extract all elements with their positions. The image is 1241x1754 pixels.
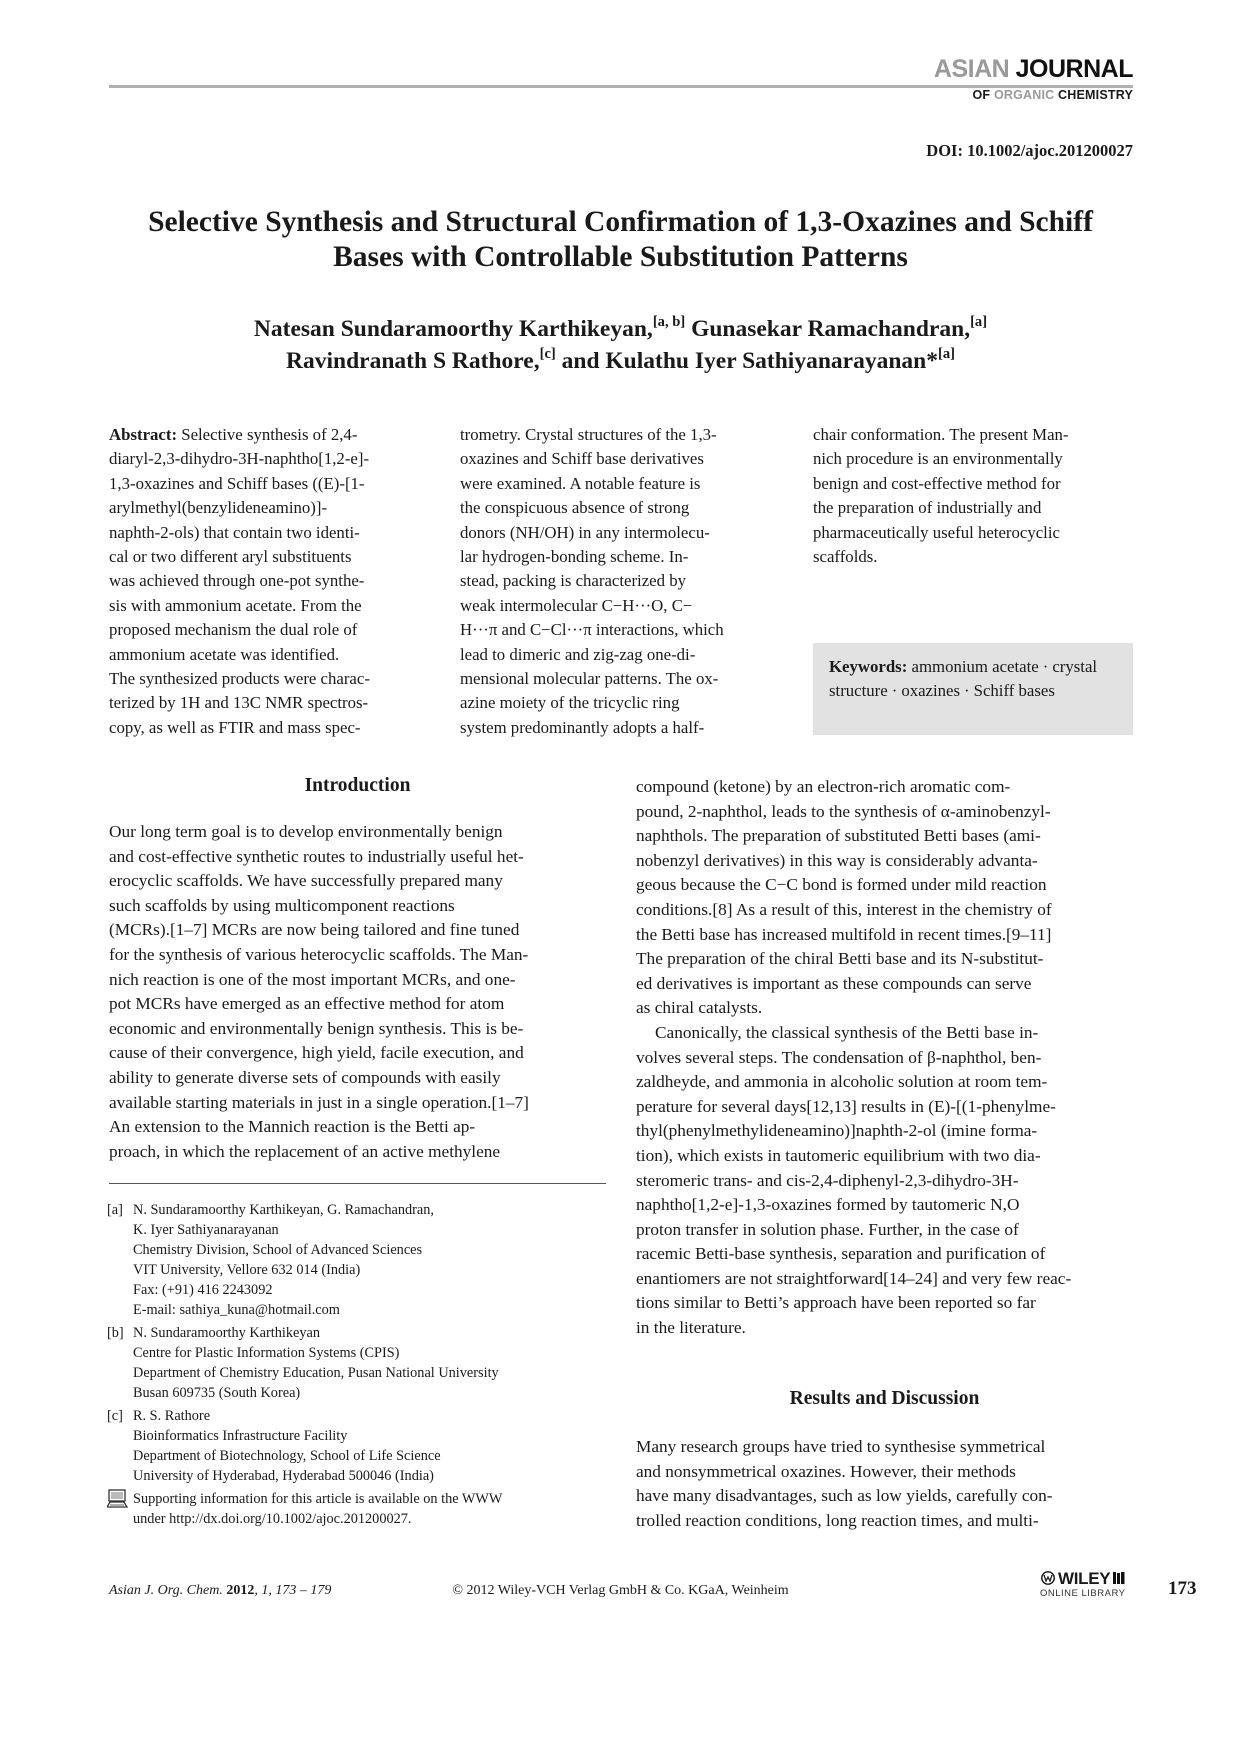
author-affiliation: [a] xyxy=(970,313,988,330)
abstract-column-1 xyxy=(109,423,427,740)
footnote-b xyxy=(107,1323,607,1403)
body-line: tion), which exists in tautomeric equilibrium with two dia- xyxy=(636,1145,1041,1165)
journal-name-asian: ASIAN xyxy=(933,55,1010,83)
abstract-line: donors (NH/OH) in any intermolecu- xyxy=(460,522,710,542)
body-line: as chiral catalysts. xyxy=(636,998,763,1018)
intro-right-column xyxy=(636,775,1133,1341)
body-line: the Betti base has increased multifold in recent times.[9–11] xyxy=(636,924,1052,944)
keyword: ammonium acetate xyxy=(911,657,1039,676)
body-line: thyl(phenylmethylideneamino)]naphth-2-ol (imine forma- xyxy=(636,1121,1038,1141)
body-line: proton transfer in solution phase. Further, in the case of xyxy=(636,1219,1019,1239)
computer-icon xyxy=(107,1489,133,1529)
body-line: pound, 2-naphthol, leads to the synthesis of α-aminobenzyl- xyxy=(636,801,1051,821)
body-line: for the synthesis of various heterocyclic scaffolds. The Man- xyxy=(109,944,529,964)
title-line-1: Selective Synthesis and Structural Confirmation of 1,3-Oxazines and Schiff xyxy=(148,206,1093,238)
body-line: naphtho[1,2-e]-1,3-oxazines formed by tautomeric N,O xyxy=(636,1195,1020,1215)
citation xyxy=(109,1583,331,1599)
keyword: crystal structure xyxy=(829,657,1098,701)
page-number: 173 xyxy=(1168,1578,1197,1599)
abstract-line: oxazines and Schiff base derivatives xyxy=(460,449,704,469)
body-line: such scaffolds by using multicomponent reactions xyxy=(109,895,455,915)
footnote-c xyxy=(107,1406,607,1486)
abstract-label: Abstract: xyxy=(109,425,178,444)
abstract-line: benign and cost-effective method for xyxy=(813,473,1061,493)
wiley-seal-icon xyxy=(1040,1571,1056,1585)
keywords-box xyxy=(813,643,1133,735)
body-line: naphthols. The preparation of substituted Betti bases (ami- xyxy=(636,826,1041,846)
abstract-line: azine moiety of the tricyclic ring xyxy=(460,693,680,713)
abstract-column-2 xyxy=(460,423,778,740)
footnote-line: R. S. Rathore xyxy=(133,1408,211,1424)
body-line: racemic Betti-base synthesis, separation and purification of xyxy=(636,1244,1046,1264)
body-line: compound (ketone) by an electron-rich aromatic com- xyxy=(636,777,1011,796)
body-line: cause of their convergence, high yield, facile execution, and xyxy=(109,1043,524,1063)
online-library-label: ONLINE LIBRARY xyxy=(1040,1588,1126,1599)
supporting-info-link[interactable]: under http://dx.doi.org/10.1002/ajoc.201200027. xyxy=(133,1511,412,1527)
citation-volume-pages: , 1, 173 – 179 xyxy=(254,1583,332,1598)
body-line: (MCRs).[1–7] MCRs are now being tailored and fine tuned xyxy=(109,920,520,940)
affiliation-footnotes xyxy=(107,1200,607,1529)
body-line: ed derivatives is important as these compounds can serve xyxy=(636,973,1032,993)
footnote-tag: [b] xyxy=(107,1325,124,1341)
body-line: steromeric trans- and cis-2,4-diphenyl-2,3-dihydro-3H- xyxy=(636,1170,1019,1190)
footnote-line: Centre for Plastic Information Systems (CPIS) xyxy=(133,1345,400,1361)
journal-name-of: OF xyxy=(972,88,994,102)
article-title xyxy=(100,205,1141,275)
abstract-line: lead to dimeric and zig-zag one-di- xyxy=(460,644,696,664)
abstract-line: sis with ammonium acetate. From the xyxy=(109,595,362,615)
footnote-line: Fax: (+91) 416 2243092 xyxy=(133,1282,273,1298)
abstract-line: ammonium acetate was identified. xyxy=(109,644,340,664)
abstract-line: arylmethyl(benzylideneamino)]- xyxy=(109,498,328,518)
abstract-line: diaryl-2,3-dihydro-3H-naphtho[1,2-e]- xyxy=(109,449,370,469)
author-list xyxy=(100,313,1141,377)
author-name: Ravindranath S Rathore, xyxy=(286,348,540,374)
doi: DOI: 10.1002/ajoc.201200027 xyxy=(926,141,1133,160)
intro-left-column xyxy=(109,820,606,1164)
abstract-line: system predominantly adopts a half- xyxy=(460,717,705,737)
keyword-separator: · xyxy=(1042,657,1049,676)
abstract-line: terized by 1H and 13C NMR spectros- xyxy=(109,693,369,713)
abstract-line: 1,3-oxazines and Schiff bases ((E)-[1- xyxy=(109,473,365,493)
results-column xyxy=(636,1435,1133,1533)
abstract-line: stead, packing is characterized by xyxy=(460,571,686,591)
body-line: tions similar to Betti’s approach have been reported so far xyxy=(636,1293,1036,1313)
abstract-line: copy, as well as FTIR and mass spec- xyxy=(109,717,361,737)
citation-year: 2012 xyxy=(226,1583,255,1598)
author-affiliation: [a] xyxy=(937,345,955,362)
title-line-2: Bases with Controllable Substitution Patterns xyxy=(333,241,908,273)
journal-abbr: Asian J. Org. Chem. xyxy=(109,1583,227,1598)
abstract-line: pharmaceutically useful heterocyclic xyxy=(813,522,1060,542)
abstract-line: the conspicuous absence of strong xyxy=(460,498,690,518)
body-line: enantiomers are not straightforward[14–24] and very few reac- xyxy=(636,1268,1072,1288)
wiley-wordmark: WILEY xyxy=(1058,1569,1111,1588)
abstract-line: mensional molecular patterns. The ox- xyxy=(460,669,719,689)
journal-name-chemistry: CHEMISTRY xyxy=(1054,88,1133,102)
abstract-line: Selective synthesis of 2,4- xyxy=(177,425,358,444)
wiley-online-library-logo[interactable] xyxy=(1040,1570,1132,1599)
abstract-line: the preparation of industrially and xyxy=(813,498,1042,518)
footnote-line: K. Iyer Sathiyanarayanan xyxy=(133,1222,279,1238)
body-line: The preparation of the chiral Betti base and its N-substitut- xyxy=(636,949,1044,969)
abstract-line: naphth-2-ols) that contain two identi- xyxy=(109,522,360,542)
body-line: Our long term goal is to develop environmentally benign xyxy=(109,822,503,841)
footnote-line: Busan 609735 (South Korea) xyxy=(133,1385,301,1401)
body-line: erocyclic scaffolds. We have successfully prepared many xyxy=(109,871,503,891)
keyword-separator: · xyxy=(964,681,970,701)
books-icon xyxy=(1112,1571,1126,1585)
abstract-line: weak intermolecular C−H···O, C− xyxy=(460,595,693,615)
footnote-line: Department of Biotechnology, School of Life Science xyxy=(133,1448,441,1464)
body-line: pot MCRs have emerged as an effective method for atom xyxy=(109,994,505,1014)
abstract-line: scaffolds. xyxy=(813,547,878,567)
footnote-rule xyxy=(109,1183,606,1184)
section-heading-introduction: Introduction xyxy=(304,775,411,796)
abstract-line: chair conformation. The present Man- xyxy=(813,425,1069,444)
footnote-line: N. Sundaramoorthy Karthikeyan xyxy=(133,1325,321,1341)
abstract-line: nich procedure is an environmentally xyxy=(813,449,1063,469)
body-line: perature for several days[12,13] results in (E)-[(1-phenylme- xyxy=(636,1096,1056,1116)
abstract-line: cal or two different aryl substituents xyxy=(109,547,352,567)
abstract-line: The synthesized products were charac- xyxy=(109,669,370,689)
footnote-tag: [a] xyxy=(107,1202,123,1218)
footnote-line: Chemistry Division, School of Advanced Sciences xyxy=(133,1242,423,1258)
body-line: Canonically, the classical synthesis of the Betti base in- xyxy=(655,1022,1039,1042)
abstract-column-3 xyxy=(813,423,1133,569)
body-line: economic and environmentally benign synthesis. This is be- xyxy=(109,1018,524,1038)
body-line: trolled reaction conditions, long reaction times, and multi- xyxy=(636,1510,1039,1530)
author-affiliation: [c] xyxy=(539,345,556,362)
abstract-line: was achieved through one-pot synthe- xyxy=(109,571,365,591)
abstract-line: proposed mechanism the dual role of xyxy=(109,620,358,640)
keywords-label: Keywords: xyxy=(829,657,908,676)
body-line: nobenzyl derivatives) in this way is considerably advanta- xyxy=(636,850,1038,870)
header-rule xyxy=(109,85,1133,88)
footnote-line: University of Hyderabad, Hyderabad 500046 (India) xyxy=(133,1468,434,1484)
footnote-line: Bioinformatics Infrastructure Facility xyxy=(133,1428,348,1444)
author-name: and Kulathu Iyer Sathiyanarayanan* xyxy=(555,348,938,374)
footnote-line: N. Sundaramoorthy Karthikeyan, G. Ramachandran, xyxy=(133,1202,434,1218)
body-line: conditions.[8] As a result of this, interest in the chemistry of xyxy=(636,899,1052,919)
abstract-line: lar hydrogen-bonding scheme. In- xyxy=(460,547,689,567)
footnote-email[interactable]: E-mail: sathiya_kuna@hotmail.com xyxy=(133,1302,340,1318)
footnote-line: Department of Chemistry Education, Pusan National University xyxy=(133,1365,499,1381)
footnote-line: Supporting information for this article is available on the WWW xyxy=(133,1491,503,1507)
body-line: Many research groups have tried to synthesise symmetrical xyxy=(636,1437,1046,1456)
body-line: available starting materials in just in a single operation.[1–7] xyxy=(109,1092,529,1112)
body-line: ability to generate diverse sets of compounds with easily xyxy=(109,1067,501,1087)
body-line: volves several steps. The condensation of β-naphthol, ben- xyxy=(636,1047,1042,1067)
body-line: have many disadvantages, such as low yields, carefully con- xyxy=(636,1486,1053,1506)
keyword-separator: · xyxy=(891,681,898,701)
section-heading-results: Results and Discussion xyxy=(789,1388,980,1409)
body-line: and nonsymmetrical oxazines. However, their methods xyxy=(636,1461,1016,1481)
abstract-line: trometry. Crystal structures of the 1,3- xyxy=(460,425,717,444)
body-line: in the literature. xyxy=(636,1318,746,1338)
footnote-a xyxy=(107,1200,607,1320)
body-line: proach, in which the replacement of an active methylene xyxy=(109,1141,501,1161)
author-affiliation: [a, b] xyxy=(652,313,686,330)
journal-name-organic: ORGANIC xyxy=(993,88,1055,102)
body-line: geous because the C−C bond is formed under mild reaction xyxy=(636,875,1047,895)
body-line: nich reaction is one of the most important MCRs, and one- xyxy=(109,969,516,989)
body-line: An extension to the Mannich reaction is the Betti ap- xyxy=(109,1117,476,1137)
abstract-line: H···π and C−Cl···π interactions, which xyxy=(460,620,724,640)
journal-name-journal: JOURNAL xyxy=(1009,55,1133,83)
body-line: zaldheyde, and ammonia in alcoholic solution at room tem- xyxy=(636,1072,1048,1092)
keyword: Schiff bases xyxy=(973,681,1055,701)
author-name: Gunasekar Ramachandran, xyxy=(685,316,971,342)
body-line: and cost-effective synthetic routes to industrially useful het- xyxy=(109,846,524,866)
abstract-line: were examined. A notable feature is xyxy=(460,473,701,493)
copyright: © 2012 Wiley-VCH Verlag GmbH & Co. KGaA, Weinheim xyxy=(452,1583,789,1598)
journal-logo xyxy=(934,56,1133,102)
supporting-information xyxy=(107,1489,607,1529)
keyword: oxazines xyxy=(901,681,961,701)
author-name: Natesan Sundaramoorthy Karthikeyan, xyxy=(253,316,653,342)
footnote-tag: [c] xyxy=(107,1408,123,1424)
footnote-line: VIT University, Vellore 632 014 (India) xyxy=(133,1262,361,1278)
